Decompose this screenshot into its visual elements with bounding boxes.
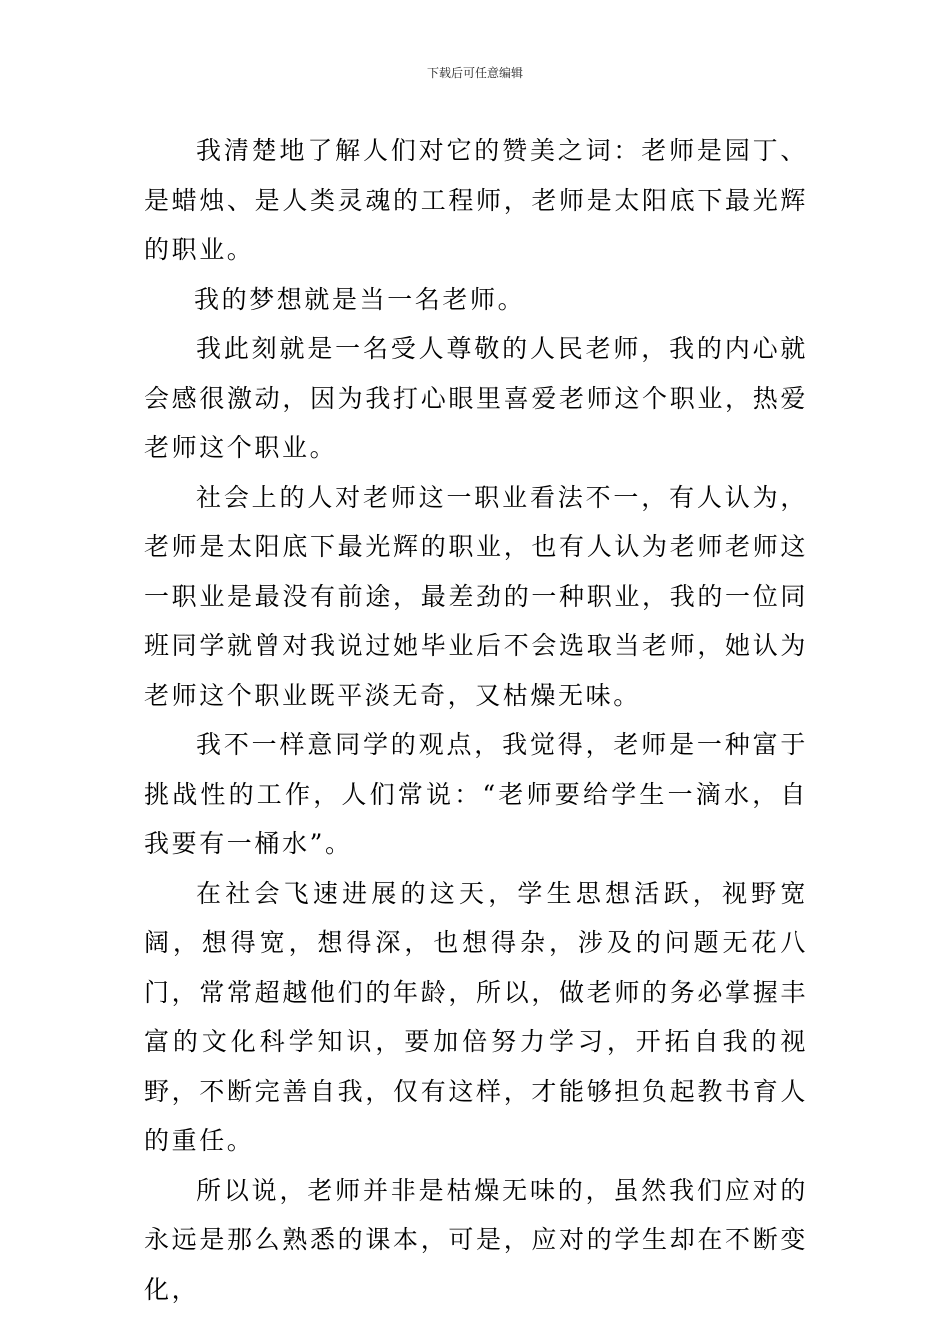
paragraph-2: 我的梦想就是当一名老师。	[194, 284, 526, 314]
paragraph-1: 我清楚地了解人们对它的赞美之词：老师是园丁、是蜡烛、是人类灵魂的工程师，老师是太阳底下最光辉的职业。	[144, 136, 808, 264]
paragraph-5: 我不一样意同学的观点，我觉得，老师是一种富于挑战性的工作，人们常说：“老师要给学生一滴水，自我要有一桶水”。	[144, 730, 808, 858]
paragraph-7: 所以说，老师并非是枯燥无味的，虽然我们应对的永远是那么熟悉的课本，可是，应对的学生却在不断变化，	[144, 1175, 808, 1304]
document-body	[144, 126, 808, 1314]
paragraph-4: 社会上的人对老师这一职业看法不一，有人认为，老师是太阳底下最光辉的职业，也有人认为老师老师这一职业是最没有前途，最差劲的一种职业，我的一位同班同学就曾对我说过她毕业后不会选取当老师，她认为老师这个职业既平淡无奇，又枯燥无味。	[144, 482, 808, 710]
paragraph-3: 我此刻就是一名受人尊敬的人民老师，我的内心就会感很激动，因为我打心眼里喜爱老师这个职业，热爱老师这个职业。	[144, 334, 808, 462]
page-header: 下载后可任意编辑	[426, 66, 523, 80]
paragraph-6: 在社会飞速进展的这天，学生思想活跃，视野宽阔，想得宽，想得深，也想得杂，涉及的问题无花八门，常常超越他们的年龄，所以，做老师的务必掌握丰富的文化科学知识，要加倍努力学习，开拓自我的视野，不断完善自我，仅有这样，才能够担负起教书育人的重任。	[144, 878, 808, 1155]
